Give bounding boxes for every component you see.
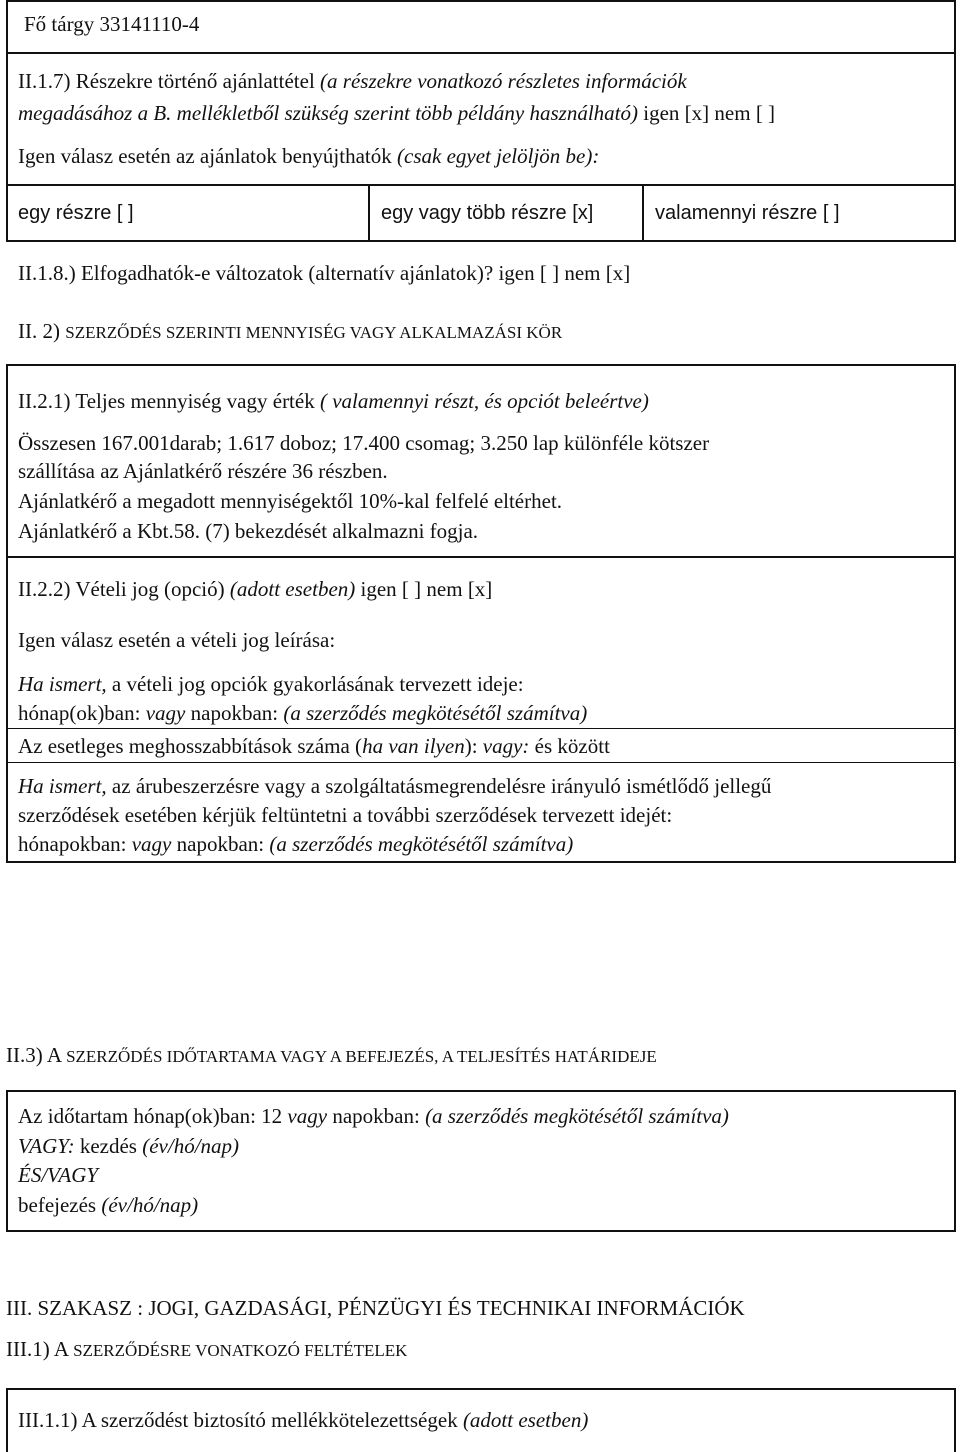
- start-label: kezdés: [79, 1134, 137, 1158]
- date-format-2: (év/hó/nap): [101, 1193, 199, 1217]
- or-label-2: vagy:: [482, 734, 530, 758]
- between-label: és között: [534, 734, 610, 758]
- and-or-caps: ÉS/VAGY: [18, 1163, 99, 1187]
- sec-2-title: SZERZŐDÉS SZERINTI MENNYISÉG VAGY ALKALMAZÁSI KÖR: [65, 323, 563, 342]
- date-format: (év/hó/nap): [142, 1134, 240, 1158]
- sec-1-7-question: Igen válasz esetén az ajánlatok benyújthatók: [18, 144, 392, 168]
- sec-2-2-if-known-2: Ha ismert,: [18, 774, 107, 798]
- sec-1-7-note: (a részekre vonatkozó részletes információk: [320, 69, 687, 93]
- sec-1-7-hint: (csak egyet jelöljön be):: [397, 144, 600, 168]
- extensions-label: Az esetleges meghosszabbítások száma (: [18, 734, 363, 758]
- sec-2-1-p3: Ajánlatkérő a megadott mennyiségektől 10%-kal felfelé eltérhet.: [18, 489, 563, 513]
- sec-1-7-line1: [18, 68, 687, 94]
- months-label: hónap(ok)ban:: [18, 701, 141, 725]
- days-label: napokban:: [190, 701, 279, 725]
- sec-1-7-heading: II.1.7) Részekre történő ajánlattétel: [18, 69, 315, 93]
- colon-label: ):: [464, 734, 478, 758]
- sec-2-2-title: II.2.2) Vételi jog (opció): [18, 577, 225, 601]
- sec-3-line3: [18, 1162, 98, 1188]
- sec-2-2-heading: [18, 576, 492, 602]
- sec-3-line4: [18, 1192, 198, 1218]
- or-label-4: vagy: [287, 1104, 328, 1128]
- sec-2-1-note: ( valamennyi részt, és opciót beleértve): [319, 389, 649, 413]
- section-III-1-title: SZERZŐDÉSRE VONATKOZÓ FELTÉTELEK: [73, 1341, 408, 1360]
- sec-2-2-if-known: Ha ismert,: [18, 672, 107, 696]
- from-contract-note-2: (a szerződés megkötésétől számítva): [269, 832, 574, 856]
- sec-3-line2: [18, 1133, 239, 1159]
- sec-3-prefix: II.3) A: [6, 1043, 61, 1067]
- if-any-note: ha van ilyen: [362, 734, 465, 758]
- sec-2-2-line2: [18, 671, 524, 697]
- sec-3-line1: [18, 1103, 729, 1129]
- or-caps: VAGY:: [18, 1134, 75, 1158]
- sec-2-heading: [18, 318, 562, 346]
- option-all-parts: valamennyi részre [ ]: [655, 202, 840, 224]
- sec-1-8-line: II.1.8.) Elfogadhatók-e változatok (alternatív ajánlatok)? igen [ ] nem [x]: [18, 261, 631, 285]
- sec-2-1-p2: szállítása az Ajánlatkérő részére 36 részben.: [18, 459, 388, 483]
- sec-2-2-planned-time: a vételi jog opciók gyakorlásának tervezett ideje:: [111, 672, 524, 696]
- sec-2-2-line7: [18, 831, 573, 857]
- from-contract-note-3: (a szerződés megkötésétől számítva): [425, 1104, 729, 1128]
- sec-2-1-title: II.2.1) Teljes mennyiség vagy érték: [18, 389, 315, 413]
- sec-2-1-p1: Összesen 167.001darab; 1.617 doboz; 17.400 csomag; 3.250 lap különféle kötszer: [18, 431, 710, 455]
- section-III-1-1-line: [18, 1407, 588, 1433]
- main-subject-line: [24, 11, 199, 37]
- section-III-title: III. SZAKASZ : JOGI, GAZDASÁGI, PÉNZÜGYI ÉS TECHNIKAI INFORMÁCIÓK: [6, 1296, 745, 1320]
- sec-2-2-answer: igen [ ] nem [x]: [360, 577, 493, 601]
- sec-2-prefix: II. 2): [18, 319, 60, 343]
- if-applicable-note: (adott esetben): [462, 1408, 589, 1432]
- main-subject-label: Fő tárgy: [24, 12, 95, 36]
- sec-2-1-p4: Ajánlatkérő a Kbt.58. (7) bekezdését alkalmazni fogja.: [18, 519, 479, 543]
- sec-1-7-line3: [18, 143, 599, 169]
- option-one-part: egy részre [ ]: [18, 202, 134, 224]
- sec-2-2-line1: Igen válasz esetén a vételi jog leírása:: [18, 628, 336, 652]
- section-III-1-heading: [6, 1336, 407, 1364]
- sec-1-7-line2: [18, 100, 775, 126]
- end-label: befejezés: [18, 1193, 97, 1217]
- days-label-2: napokban:: [176, 832, 265, 856]
- main-subject-code: 33141110-4: [99, 12, 200, 36]
- section-III-1-prefix: III.1) A: [6, 1337, 68, 1361]
- sec-2-2-line3: [18, 700, 587, 726]
- sec-2-1-heading: [18, 388, 649, 414]
- from-contract-note: (a szerződés megkötésétől számítva): [283, 701, 588, 725]
- sec-2-2-note: (adott esetben): [229, 577, 356, 601]
- duration-months: Az időtartam hónap(ok)ban: 12: [18, 1104, 283, 1128]
- sec-1-7-answer: igen [x] nem [ ]: [643, 101, 776, 125]
- or-label-3: vagy: [131, 832, 172, 856]
- sec-3-title: SZERZŐDÉS IDŐTARTAMA VAGY A BEFEJEZÉS, A TELJESÍTÉS HATÁRIDEJE: [66, 1047, 657, 1066]
- security-obligations-label: III.1.1) A szerződést biztosító mellékkötelezettségek: [18, 1408, 458, 1432]
- sec-3-heading: [6, 1042, 657, 1070]
- option-one-or-more-parts: egy vagy több részre [x]: [381, 202, 594, 224]
- or-label: vagy: [145, 701, 186, 725]
- sec-2-2-line4: [18, 733, 610, 759]
- days-label-3: napokban:: [332, 1104, 420, 1128]
- sec-2-2-recurring: az árubeszerzésre vagy a szolgáltatásmegrendelésre irányuló ismétlődő jellegű: [111, 774, 772, 798]
- sec-2-2-line5: [18, 773, 771, 799]
- sec-2-2-line6: szerződések esetében kérjük feltüntetni a további szerződések tervezett idejét:: [18, 803, 673, 827]
- months-label-2: hónapokban:: [18, 832, 127, 856]
- sec-1-7-note-cont: megadásához a B. mellékletből szükség szerint több példány használható): [18, 101, 639, 125]
